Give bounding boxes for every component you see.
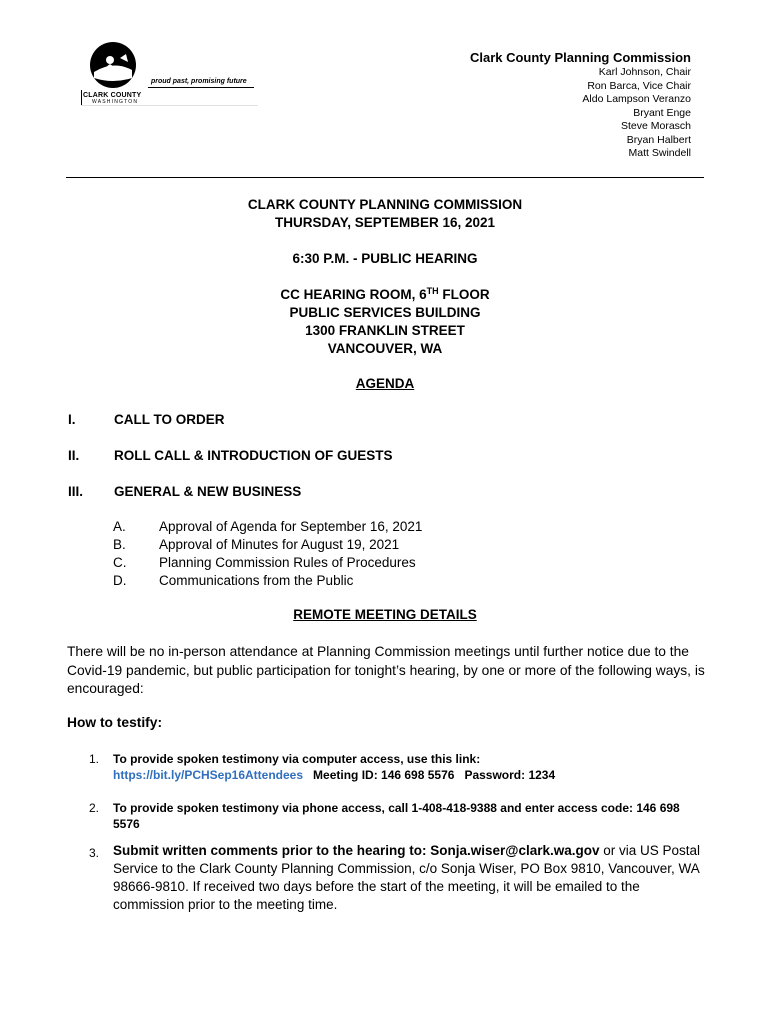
room-floor: FLOOR [438,287,490,302]
sub-item-letter: A. [113,519,126,534]
clark-county-logo [80,40,260,108]
logo-state: WASHINGTON [92,99,139,105]
member-name: Karl Johnson, Chair [598,66,691,78]
member-name: Matt Swindell [628,147,691,159]
sub-item-letter: C. [113,555,127,570]
agenda-item-text: ROLL CALL & INTRODUCTION OF GUESTS [114,448,393,463]
commission-title: Clark County Planning Commission [469,50,691,65]
meeting-city: VANCOUVER, WA [327,341,443,356]
option-text: To provide spoken testimony via phone access, call 1-408-418-9388 and enter access code: 146 698 5576 [113,801,680,831]
meeting-id: Meeting ID: 146 698 5576 [313,768,455,782]
sub-item-text: Planning Commission Rules of Procedures [159,555,416,570]
sub-item-letter: B. [113,537,126,552]
option-number: 1. [89,752,100,766]
meeting-building: PUBLIC SERVICES BUILDING [289,305,481,320]
meeting-time: 6:30 P.M. - PUBLIC HEARING [292,251,478,266]
commission-roster [470,50,691,161]
logo-rule [148,87,254,88]
meeting-title: CLARK COUNTY PLANNING COMMISSION [247,197,523,212]
room-text: CC HEARING ROOM, 6 [280,287,427,302]
written-comments-text: Submit written comments prior to the hearing to: Sonja.wiser@clark.wa.gov [113,843,600,858]
postal-service-text: or via US Postal Service to the Clark County Planning Commission, c/o Sonja Wiser, PO Box 9810, Vancouver, WA 98666-9810. If received two days before the start of the meeting, it will be emailed to the commission prior to the meeting time. [113,843,701,912]
remote-paragraph: There will be no in-person attendance at Planning Commission meetings until further notice due to the Covid-19 pandemic, but public participation for tonight’s hearing, by one or more of the following ways, is encouraged: [67,644,705,696]
remote-meeting-heading: REMOTE MEETING DETAILS [293,607,477,622]
meeting-room [0,286,770,304]
agenda-item-number: II. [68,448,80,463]
attendee-link[interactable]: https://bit.ly/PCHSep16Attendees [113,768,304,782]
meeting-street: 1300 FRANKLIN STREET [305,323,465,338]
member-name: Bryan Halbert [626,133,691,146]
member-name: Bryant Enge [633,106,691,119]
agenda-item-text: GENERAL & NEW BUSINESS [114,484,302,499]
member-name: Steve Morasch [620,120,691,132]
logo-name: CLARK COUNTY [83,92,142,99]
option-number: 3. [89,846,100,860]
room-superscript: TH [426,286,439,296]
agenda-item-number: I. [68,412,76,427]
agenda-heading: AGENDA [355,376,415,391]
sub-item-text: Approval of Minutes for August 19, 2021 [159,537,400,552]
header-divider [66,177,704,178]
logo-vertical-rule [81,90,82,105]
sub-item-text: Approval of Agenda for September 16, 2021 [159,519,423,534]
agenda-item-text: CALL TO ORDER [114,412,225,427]
meeting-password: Password: 1234 [464,768,556,782]
agenda-item-number: III. [68,484,84,499]
sub-item-letter: D. [113,573,127,588]
member-name: Aldo Lampson Veranzo [582,93,691,105]
option-text: To provide spoken testimony via computer access, use this link: [113,752,481,766]
meeting-date: THURSDAY, SEPTEMBER 16, 2021 [274,215,496,230]
logo-emblem-icon [80,40,150,92]
logo-bottom-rule [81,105,258,106]
member-name: Ron Barca, Vice Chair [587,79,691,92]
logo-tagline: proud past, promising future [151,78,247,85]
how-to-testify-heading: How to testify: [67,715,163,730]
sub-item-text: Communications from the Public [159,573,354,588]
option-number: 2. [89,801,100,815]
